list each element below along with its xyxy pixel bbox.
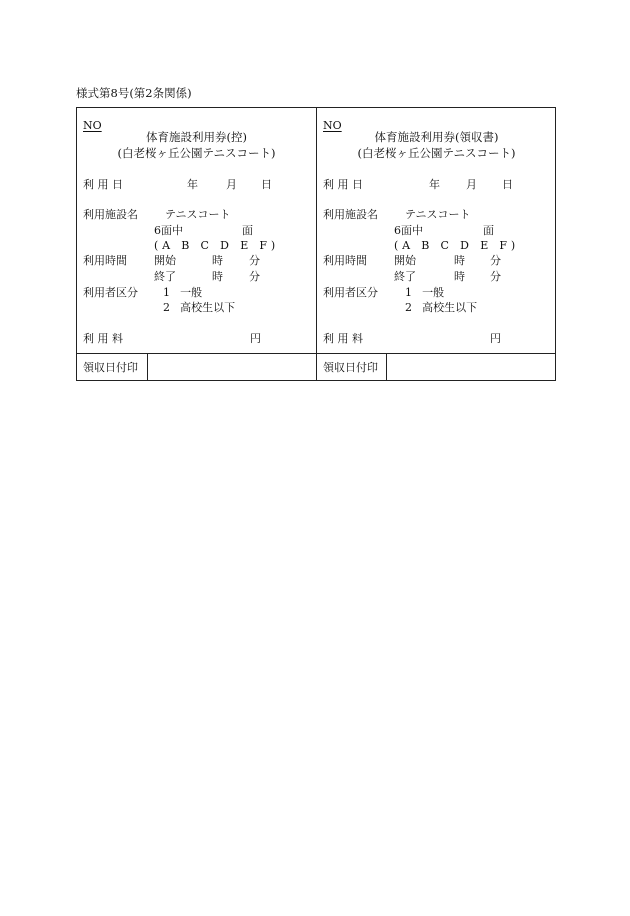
- ticket-receipt: [317, 108, 556, 353]
- facility-value: テニスコート: [165, 208, 231, 221]
- ticket-stub: [77, 108, 316, 353]
- courts-list: (A B C D E F): [154, 239, 280, 252]
- ticket-subtitle: (白老桜ヶ丘公園テニスコート): [117, 146, 276, 160]
- year-label: 年: [187, 178, 198, 191]
- courts-unit: 面: [483, 224, 494, 237]
- start-hour-label: 時: [212, 254, 223, 267]
- ticket-form: [76, 107, 556, 381]
- stamp-cell-divider-right: [386, 354, 387, 381]
- facility-label: 利用施設名: [323, 208, 378, 221]
- user-type-label: 利用者区分: [83, 286, 138, 299]
- start-minute-label: 分: [249, 254, 260, 267]
- receipt-stamp-label-right: 領収日付印: [323, 361, 378, 374]
- user-type-general: 1 一般: [405, 286, 445, 299]
- user-type-label: 利用者区分: [323, 286, 378, 299]
- courts-list: (A B C D E F): [394, 239, 520, 252]
- start-time-label: 開始: [394, 254, 416, 267]
- usage-date-label: 利 用 日: [323, 178, 363, 191]
- ticket-number-label: NO: [83, 119, 102, 132]
- month-label: 月: [226, 178, 237, 191]
- yen-label: 円: [490, 332, 501, 345]
- month-label: 月: [466, 178, 477, 191]
- usage-time-label: 利用時間: [323, 254, 367, 267]
- ticket-title: 体育施設利用券(領収書): [374, 130, 499, 144]
- day-label: 日: [261, 178, 272, 191]
- form-caption: 様式第8号(第2条関係): [76, 86, 192, 100]
- facility-value: テニスコート: [405, 208, 471, 221]
- usage-time-label: 利用時間: [83, 254, 127, 267]
- footer-divider: [77, 353, 555, 354]
- start-hour-label: 時: [454, 254, 465, 267]
- fee-label: 利 用 料: [83, 332, 123, 345]
- day-label: 日: [502, 178, 513, 191]
- ticket-title: 体育施設利用券(控): [146, 130, 247, 144]
- end-time-label: 終了: [154, 270, 176, 283]
- end-hour-label: 時: [212, 270, 223, 283]
- user-type-general: 1 一般: [163, 286, 203, 299]
- facility-label: 利用施設名: [83, 208, 138, 221]
- start-minute-label: 分: [490, 254, 501, 267]
- courts-unit: 面: [242, 224, 253, 237]
- end-time-label: 終了: [394, 270, 416, 283]
- end-hour-label: 時: [454, 270, 465, 283]
- usage-date-label: 利 用 日: [83, 178, 123, 191]
- yen-label: 円: [250, 332, 261, 345]
- start-time-label: 開始: [154, 254, 176, 267]
- end-minute-label: 分: [249, 270, 260, 283]
- fee-label: 利 用 料: [323, 332, 363, 345]
- user-type-student: 2 高校生以下: [405, 301, 478, 314]
- user-type-student: 2 高校生以下: [163, 301, 236, 314]
- ticket-number-label: NO: [323, 119, 342, 132]
- year-label: 年: [429, 178, 440, 191]
- ticket-subtitle: (白老桜ヶ丘公園テニスコート): [357, 146, 516, 160]
- end-minute-label: 分: [490, 270, 501, 283]
- receipt-stamp-label-left: 領収日付印: [83, 361, 138, 374]
- courts-count: 6面中: [154, 224, 183, 237]
- courts-count: 6面中: [394, 224, 423, 237]
- stamp-cell-divider-left: [147, 354, 148, 381]
